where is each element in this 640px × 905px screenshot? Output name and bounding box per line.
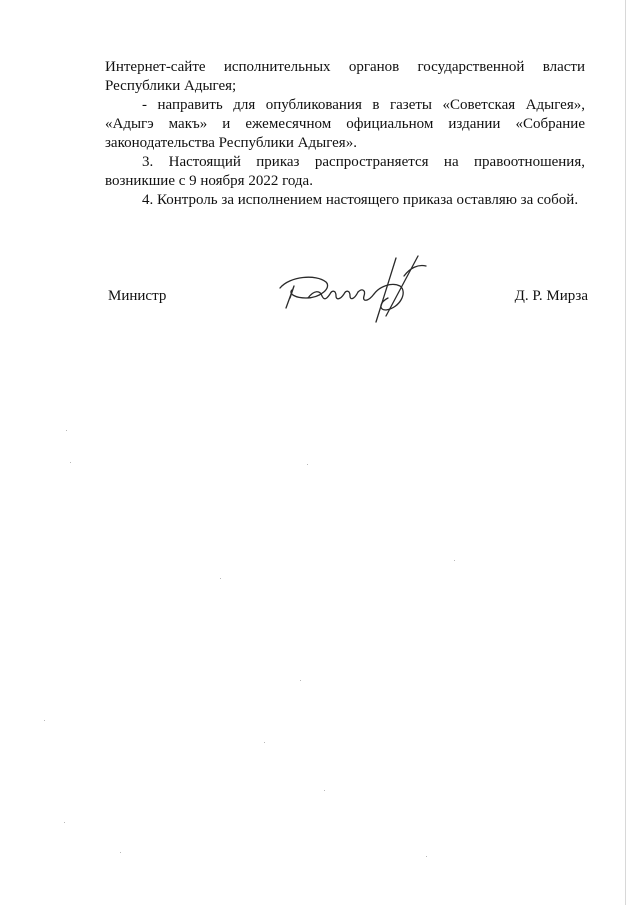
scan-speck <box>307 464 308 465</box>
paragraph-line: «Адыгэ макъ» и ежемесячном официальном издании «Собрание законодательства Республики Адыгея». <box>105 116 585 151</box>
paragraph-publication-site <box>105 58 585 96</box>
paragraph-line: 3. Настоящий приказ распространяется на правоотношения, <box>142 154 585 170</box>
scan-speck <box>264 742 265 743</box>
handwritten-signature <box>268 246 438 326</box>
signer-title: Министр <box>108 288 167 304</box>
signer-name: Д. Р. Мирза <box>514 288 588 304</box>
paragraph-line: - направить для опубликования в газеты «Советская Адыгея», <box>142 97 585 113</box>
scan-speck <box>454 560 455 561</box>
scan-speck <box>426 856 427 857</box>
scan-speck <box>324 790 325 791</box>
scan-speck <box>66 430 67 431</box>
paragraph-line: Интернет-сайте исполнительных органов государственной власти <box>105 59 585 75</box>
scan-speck <box>44 720 45 721</box>
paragraph-line: 4. Контроль за исполнением настоящего приказа оставляю за собой. <box>142 192 579 208</box>
document-body <box>105 58 585 210</box>
page-edge-line <box>625 0 626 905</box>
scan-speck <box>220 578 221 579</box>
paragraph-item-4 <box>105 191 585 210</box>
paragraph-line: возникшие с 9 ноября 2022 года. <box>105 173 313 189</box>
scan-speck <box>70 462 71 463</box>
scan-speck <box>64 822 65 823</box>
paragraph-item-3 <box>105 153 585 191</box>
scan-speck <box>120 852 121 853</box>
paragraph-line: Республики Адыгея; <box>105 78 237 94</box>
scan-speck <box>300 680 301 681</box>
paragraph-newspapers <box>105 96 585 153</box>
